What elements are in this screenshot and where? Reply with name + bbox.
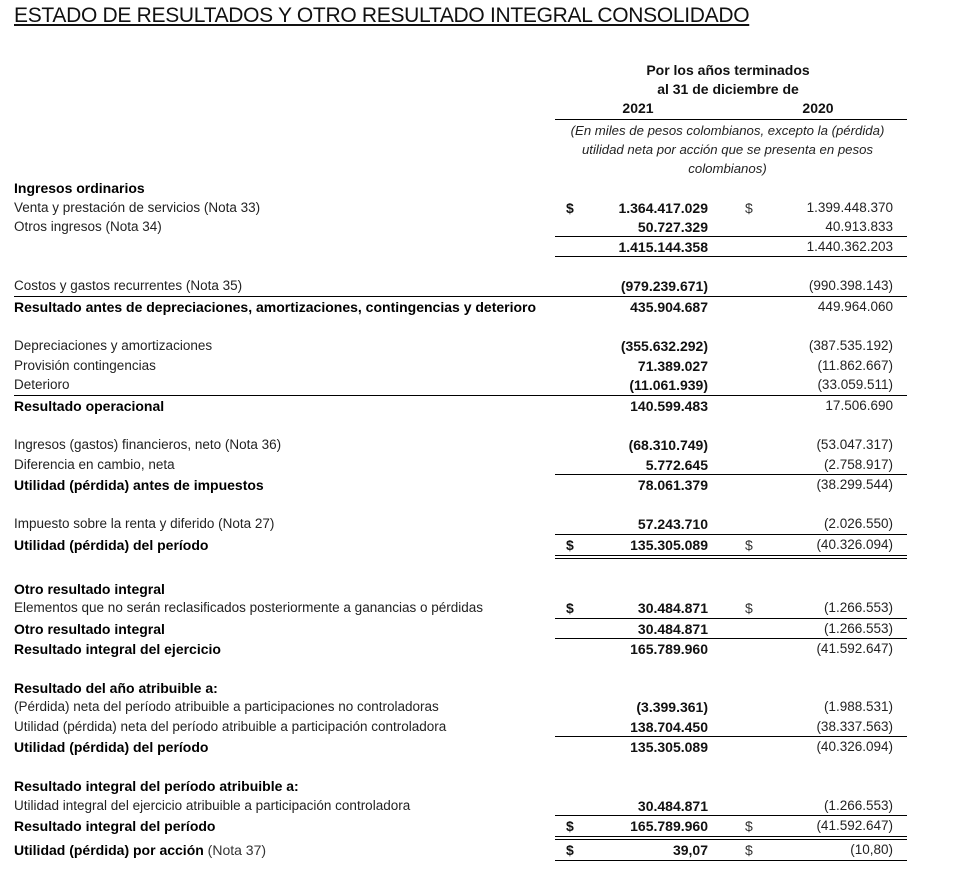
statement-row xyxy=(0,396,960,416)
row-label: (Pérdida) neta del período atribuible a participaciones no controladoras xyxy=(14,699,439,714)
currency-note: (En miles de pesos colombianos, excepto la (pérdida) utilidad neta por acción que se presenta en pesos colombianos) xyxy=(570,123,885,176)
currency-2021: $ xyxy=(566,600,574,616)
statement-row xyxy=(0,198,960,218)
period-header-line2: al 31 de diciembre de xyxy=(657,81,799,97)
value-2020: 449.964.060 xyxy=(817,299,893,314)
statement-row xyxy=(0,598,960,618)
eps-row xyxy=(0,840,960,860)
value-2020: (990.398.143) xyxy=(808,278,893,293)
row-label: Diferencia en cambio, neta xyxy=(14,457,175,472)
statement-row xyxy=(0,717,960,737)
row-label: Elementos que no serán reclasificados posteriormente a ganancias o pérdidas xyxy=(14,600,484,615)
eps-value-2020: (10,80) xyxy=(850,842,893,857)
row-label: Resultado integral del ejercicio xyxy=(14,641,221,657)
value-2021: 1.415.144.358 xyxy=(618,239,708,255)
value-2020: 1.399.448.370 xyxy=(806,200,893,215)
statement-row xyxy=(0,297,960,317)
currency-2020: $ xyxy=(745,842,753,858)
row-label: Venta y prestación de servicios (Nota 33) xyxy=(14,200,261,215)
row-label: Otros ingresos (Nota 34) xyxy=(14,219,162,234)
currency-2021: $ xyxy=(566,842,574,858)
row-label: Otro resultado integral xyxy=(14,581,165,597)
currency-2020: $ xyxy=(745,200,753,216)
value-2021: 30.484.871 xyxy=(637,798,708,814)
row-label: Ingresos ordinarios xyxy=(14,180,145,196)
value-2020: (38.337.563) xyxy=(816,719,893,734)
statement-row xyxy=(0,514,960,534)
currency-2021: $ xyxy=(566,537,574,553)
row-label: Provisión contingencias xyxy=(14,358,156,373)
value-2021: 50.727.329 xyxy=(637,219,708,235)
header-divider xyxy=(555,119,907,120)
row-label: Utilidad integral del ejercicio atribuible a participación controladora xyxy=(14,798,411,813)
row-label: Otro resultado integral xyxy=(14,621,165,637)
value-2020: 17.506.690 xyxy=(825,398,893,413)
year-2020-header: 2020 xyxy=(802,100,834,116)
currency-2020: $ xyxy=(745,537,753,553)
row-label: Utilidad (pérdida) antes de impuestos xyxy=(14,477,264,493)
value-2020: (40.326.094) xyxy=(816,537,893,552)
row-label: Impuesto sobre la renta y diferido (Nota 27) xyxy=(14,516,275,531)
currency-2021: $ xyxy=(566,818,574,834)
page-title: ESTADO DE RESULTADOS Y OTRO RESULTADO INTEGRAL CONSOLIDADO xyxy=(14,4,750,27)
value-2021: (3.399.361) xyxy=(636,699,708,715)
row-label: Utilidad (pérdida) del período xyxy=(14,739,209,755)
value-2021: 435.904.687 xyxy=(630,299,708,315)
statement-row xyxy=(0,579,960,599)
statement-row xyxy=(0,336,960,356)
row-label: Resultado operacional xyxy=(14,398,165,414)
value-2020: (1.266.553) xyxy=(823,600,893,615)
total-line xyxy=(555,860,907,861)
row-label: Costos y gastos recurrentes (Nota 35) xyxy=(14,278,243,293)
value-2020: (2.758.917) xyxy=(823,457,893,472)
statement-row xyxy=(0,475,960,495)
value-2021: 135.305.089 xyxy=(630,537,708,553)
value-2020: (2.026.550) xyxy=(823,516,893,531)
row-label: Resultado antes de depreciaciones, amortizaciones, contingencias y deterioro xyxy=(14,299,537,315)
period-header-line1: Por los años terminados xyxy=(646,62,810,78)
value-2021: 78.061.379 xyxy=(637,477,708,493)
value-2020: (11.862.667) xyxy=(817,358,893,373)
value-2021: 165.789.960 xyxy=(630,641,708,657)
value-2021: 57.243.710 xyxy=(637,516,708,532)
statement-row xyxy=(0,796,960,816)
currency-2020: $ xyxy=(745,818,753,834)
value-2020: (41.592.647) xyxy=(816,641,893,656)
statement-row xyxy=(0,435,960,455)
value-2021: 30.484.871 xyxy=(637,600,708,616)
value-2020: (1.266.553) xyxy=(823,621,893,636)
statement-row xyxy=(0,697,960,717)
value-2020: (1.266.553) xyxy=(823,798,893,813)
eps-value-2021: 39,07 xyxy=(672,842,708,858)
statement-row xyxy=(0,276,960,296)
statement-row xyxy=(0,455,960,475)
statement-row xyxy=(0,375,960,395)
row-label: Depreciaciones y amortizaciones xyxy=(14,338,213,353)
row-label: Resultado integral del período atribuible a: xyxy=(14,778,299,794)
row-label: Utilidad (pérdida) neta del período atribuible a participación controladora xyxy=(14,719,447,734)
currency-2020: $ xyxy=(745,600,753,616)
value-2021: (11.061.939) xyxy=(629,377,708,393)
value-2021: 30.484.871 xyxy=(637,621,708,637)
statement-row xyxy=(0,816,960,836)
eps-note: (Nota 37) xyxy=(203,842,267,858)
row-label: Resultado del año atribuible a: xyxy=(14,680,218,696)
value-2020: 1.440.362.203 xyxy=(806,239,893,254)
total-double-line xyxy=(555,555,907,559)
value-2021: 71.389.027 xyxy=(637,358,708,374)
row-label: Resultado integral del período xyxy=(14,818,216,834)
row-label: Deterioro xyxy=(14,377,70,392)
statement-row xyxy=(0,178,960,198)
value-2020: (38.299.544) xyxy=(816,477,893,492)
value-2020: (41.592.647) xyxy=(816,818,893,833)
value-2021: 138.704.450 xyxy=(630,719,708,735)
year-2021-header: 2021 xyxy=(622,100,654,116)
statement-row xyxy=(0,678,960,698)
row-label: Ingresos (gastos) financieros, neto (Nota 36) xyxy=(14,437,282,452)
value-2021: (355.632.292) xyxy=(620,338,708,354)
value-2020: (387.535.192) xyxy=(808,338,893,353)
value-2021: 5.772.645 xyxy=(645,457,708,473)
statement-row xyxy=(0,737,960,757)
value-2021: (68.310.749) xyxy=(628,437,708,453)
value-2021: 140.599.483 xyxy=(630,398,708,414)
statement-row xyxy=(0,639,960,659)
statement-row xyxy=(0,356,960,376)
value-2020: 40.913.833 xyxy=(825,219,893,234)
value-2020: (1.988.531) xyxy=(823,699,893,714)
value-2020: (33.059.511) xyxy=(817,377,893,392)
statement-row xyxy=(0,237,960,257)
value-2020: (40.326.094) xyxy=(816,739,893,754)
statement-row xyxy=(0,619,960,639)
currency-2021: $ xyxy=(566,200,574,216)
eps-label: Utilidad (pérdida) por acción (Nota 37) xyxy=(14,842,267,858)
value-2020: (53.047.317) xyxy=(816,437,893,452)
row-label: Utilidad (pérdida) del período xyxy=(14,537,209,553)
subtotal-line xyxy=(555,256,907,257)
statement-row xyxy=(0,217,960,237)
value-2021: 165.789.960 xyxy=(630,818,708,834)
statement-row xyxy=(0,535,960,555)
value-2021: 1.364.417.029 xyxy=(618,200,708,216)
statement-row xyxy=(0,776,960,796)
value-2021: 135.305.089 xyxy=(630,739,708,755)
value-2021: (979.239.671) xyxy=(620,278,708,294)
